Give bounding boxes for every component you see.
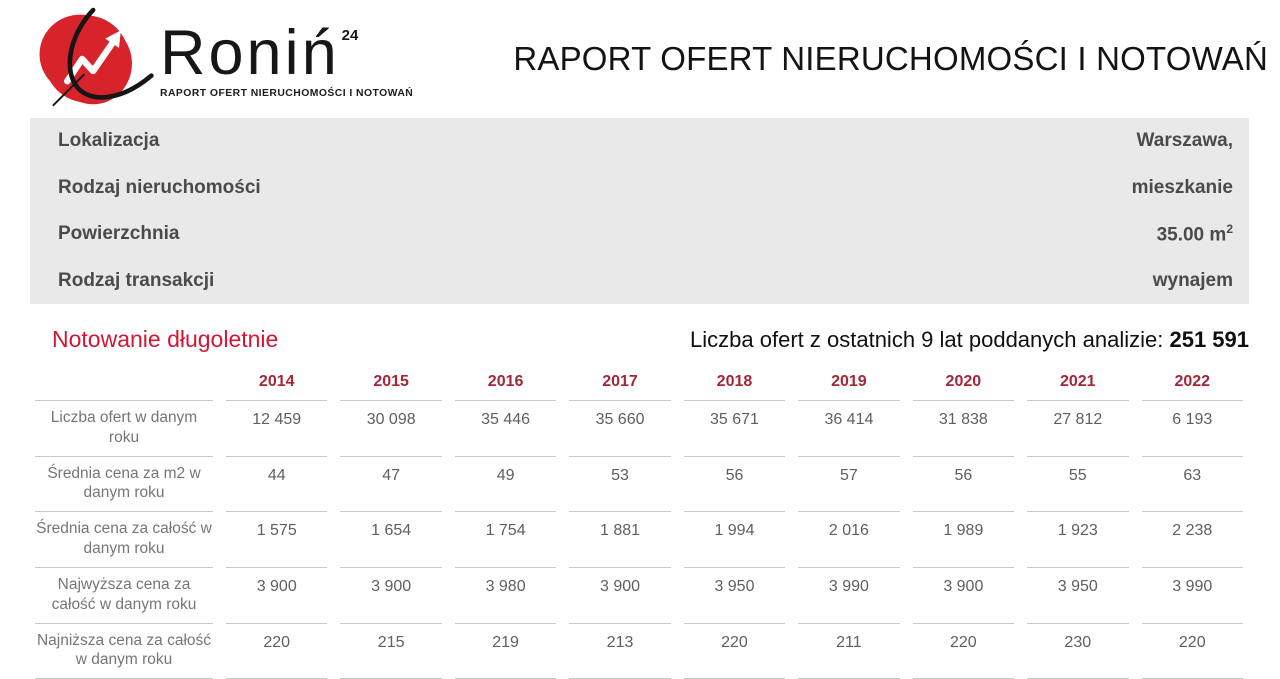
- brand-name: Roniń: [160, 17, 340, 88]
- value-cell: 3 900: [569, 567, 670, 623]
- analysis-summary-label: Liczba ofert z ostatnich 9 lat poddanych analizie:: [690, 327, 1164, 352]
- value-cell: 3 900: [913, 567, 1014, 623]
- page-title: RAPORT OFERT NIERUCHOMOŚCI I NOTOWAŃ: [513, 40, 1268, 77]
- value-cell: 220: [684, 623, 785, 679]
- value-cell: 44: [226, 456, 327, 512]
- value-cell: 3 950: [1027, 567, 1128, 623]
- analysis-summary-value: 251 591: [1169, 327, 1249, 352]
- value-cell: 53: [569, 456, 670, 512]
- year-header: 2014: [258, 373, 295, 390]
- table-row: [35, 400, 1243, 456]
- analysis-summary: [690, 327, 1249, 353]
- value-cell: 1 994: [684, 511, 785, 567]
- filter-label: Rodzaj nieruchomości: [58, 176, 261, 198]
- row-label: Liczba ofert w danym roku: [35, 400, 213, 456]
- filter-value: 35.00 $m^2$: [1156, 222, 1233, 246]
- value-cell: 3 900: [226, 567, 327, 623]
- filter-row: [58, 118, 1233, 165]
- value-cell: 12 459: [226, 400, 327, 456]
- year-header: 2016: [487, 373, 524, 390]
- value-cell: 3 990: [1142, 567, 1244, 623]
- value-cell: 36 414: [798, 400, 899, 456]
- value-cell: 1 989: [913, 511, 1014, 567]
- value-cell: 3 980: [455, 567, 556, 623]
- row-label: Najwyższa cena za całość w danym roku: [35, 567, 213, 623]
- section-head: [52, 326, 1249, 353]
- filter-label: Lokalizacja: [58, 130, 160, 152]
- year-header-row: [35, 359, 1243, 400]
- value-cell: 220: [226, 623, 327, 679]
- brand-superscript: 24: [341, 26, 359, 44]
- filter-label: Rodzaj transakcji: [58, 269, 215, 291]
- value-cell: 230: [1027, 623, 1128, 679]
- filters-panel: [30, 118, 1249, 304]
- brand-logo-icon: [34, 5, 156, 113]
- value-cell: 1 575: [226, 511, 327, 567]
- table-row: [35, 567, 1243, 623]
- filter-label: Powierzchnia: [58, 223, 180, 245]
- year-header: 2015: [373, 373, 409, 390]
- year-header: 2017: [602, 373, 638, 390]
- table-row: [35, 623, 1243, 679]
- value-cell: 56: [913, 456, 1014, 512]
- price-table-body: [35, 400, 1243, 679]
- value-cell: 6 193: [1142, 400, 1244, 456]
- value-cell: 1 754: [455, 511, 556, 567]
- value-cell: 63: [1142, 456, 1244, 512]
- value-cell: 3 990: [798, 567, 899, 623]
- value-cell: 2 238: [1142, 511, 1244, 567]
- table-row: [35, 511, 1243, 567]
- value-cell: 211: [798, 623, 899, 679]
- filter-row: [58, 258, 1233, 305]
- value-cell: 213: [569, 623, 670, 679]
- filter-value: Warszawa,: [1136, 130, 1233, 152]
- year-header: 2021: [1059, 373, 1096, 390]
- year-header: 2019: [831, 373, 867, 390]
- row-label: Średnia cena za całość w danym roku: [35, 511, 213, 567]
- value-cell: 2 016: [798, 511, 899, 567]
- filter-value: mieszkanie: [1131, 176, 1233, 198]
- header: [0, 0, 1280, 118]
- brand-logo-text: [160, 17, 414, 99]
- value-cell: 220: [913, 623, 1014, 679]
- row-label: Średnia cena za m2 w danym roku: [35, 456, 213, 512]
- filter-row: [58, 211, 1233, 258]
- row-label-header: [35, 359, 213, 400]
- value-cell: 3 950: [684, 567, 785, 623]
- filter-row: [58, 165, 1233, 212]
- table-row: [35, 456, 1243, 512]
- value-cell: 27 812: [1027, 400, 1128, 456]
- filter-value: wynajem: [1152, 269, 1233, 291]
- value-cell: 35 671: [684, 400, 785, 456]
- value-cell: 1 923: [1027, 511, 1128, 567]
- value-cell: 55: [1027, 456, 1128, 512]
- year-header: 2018: [716, 373, 753, 390]
- value-cell: 1 654: [340, 511, 441, 567]
- value-cell: 49: [455, 456, 556, 512]
- value-cell: 57: [798, 456, 899, 512]
- value-cell: 56: [684, 456, 785, 512]
- brand-tagline: RAPORT OFERT NIERUCHOMOŚCI I NOTOWAŃ: [160, 87, 414, 99]
- value-cell: 1 881: [569, 511, 670, 567]
- year-header: 2020: [945, 373, 982, 390]
- year-header: 2022: [1174, 373, 1211, 390]
- brand-logo[interactable]: [0, 5, 440, 113]
- value-cell: 47: [340, 456, 441, 512]
- long-term-table-wrap: [22, 359, 1256, 679]
- value-cell: 3 900: [340, 567, 441, 623]
- value-cell: 219: [455, 623, 556, 679]
- value-cell: 220: [1142, 623, 1244, 679]
- value-cell: 31 838: [913, 400, 1014, 456]
- value-cell: 30 098: [340, 400, 441, 456]
- value-cell: 215: [340, 623, 441, 679]
- value-cell: 35 446: [455, 400, 556, 456]
- section-title: Notowanie długoletnie: [52, 326, 279, 352]
- row-label: Najniższa cena za całość w danym roku: [35, 623, 213, 679]
- value-cell: 35 660: [569, 400, 670, 456]
- long-term-table: [22, 359, 1256, 679]
